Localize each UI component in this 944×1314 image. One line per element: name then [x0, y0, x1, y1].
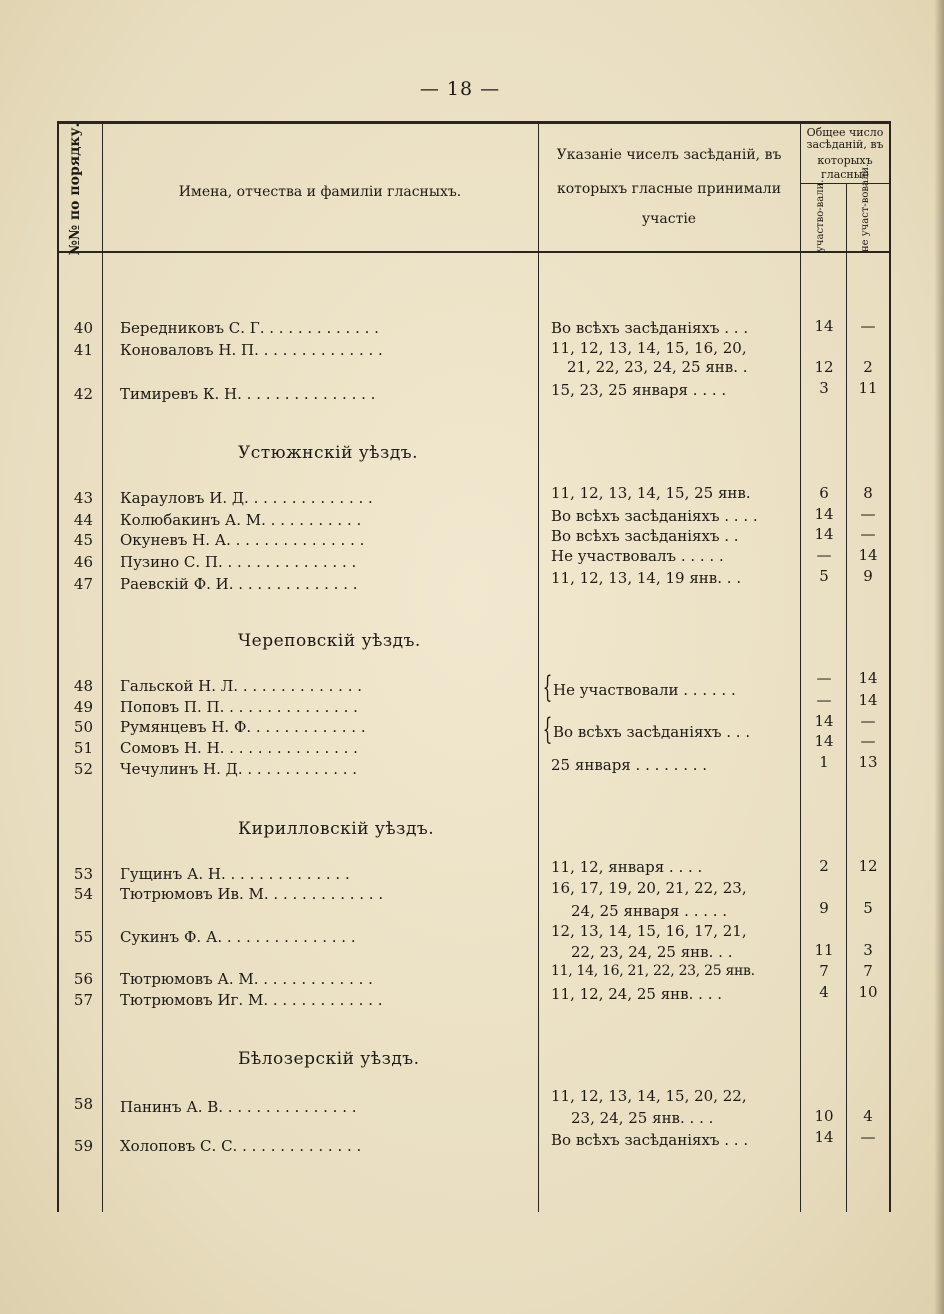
member-name: Румянцевъ Н. Ф. . . . . . . . . . . . .: [120, 718, 366, 736]
not-participated-count: —: [860, 525, 876, 543]
not-participated-count: 4: [863, 1107, 873, 1125]
header-number-col: №№ по порядку.: [67, 122, 83, 256]
meeting-dates: 11, 12, 13, 14, 15, 25 янв.: [551, 484, 751, 502]
meeting-dates: 11, 12, 24, 25 янв. . . .: [551, 985, 723, 1003]
row-number: 41: [73, 341, 93, 359]
not-participated-count: —: [860, 317, 876, 335]
table-top-rule: [57, 121, 891, 124]
meeting-dates: 16, 17, 19, 20, 21, 22, 23,: [551, 879, 747, 897]
header-not-participated: не участ-вовали.: [860, 163, 871, 252]
header-total-line-3: которыхъ: [817, 154, 873, 167]
group-dates: Не участвовали . . . . . .: [553, 681, 736, 699]
row-number: 55: [73, 928, 93, 946]
row-number: 49: [73, 698, 93, 716]
meeting-dates: Не участвовалъ . . . . .: [551, 547, 724, 565]
meeting-dates: 11, 12, 13, 14, 19 янв. . .: [551, 569, 742, 587]
participated-count: —: [816, 546, 832, 564]
group-brace: {: [542, 670, 553, 705]
header-total-line-1: Общее число: [806, 126, 884, 139]
col-rule-4: [846, 184, 847, 1212]
member-name: Гущинъ А. Н. . . . . . . . . . . . . .: [120, 865, 350, 883]
header-bottom-rule: [57, 251, 891, 253]
member-name: Карауловъ И. Д. . . . . . . . . . . . . .: [120, 489, 373, 507]
participated-count: 11: [814, 941, 834, 959]
row-number: 46: [73, 553, 93, 571]
col-rule-left: [57, 122, 59, 1212]
member-name: Тютрюмовъ Иг. М. . . . . . . . . . . . .: [120, 991, 383, 1009]
meeting-dates: Во всѣхъ засѣданіяхъ . .: [551, 527, 739, 545]
participated-count: 14: [814, 505, 834, 523]
not-participated-count: 8: [863, 484, 873, 502]
not-participated-count: —: [860, 505, 876, 523]
member-name: Раевскій Ф. И. . . . . . . . . . . . . .: [120, 575, 358, 593]
member-name: Окуневъ Н. А. . . . . . . . . . . . . . .: [120, 531, 365, 549]
meeting-dates: Во всѣхъ засѣданіяхъ . . .: [551, 1131, 749, 1149]
not-participated-count: 12: [858, 857, 878, 875]
participated-count: —: [816, 669, 832, 687]
header-dates-line-3: участіе: [641, 211, 697, 227]
member-name: Бередниковъ С. Г. . . . . . . . . . . . .: [120, 319, 379, 337]
member-name: Сукинъ Ф. А. . . . . . . . . . . . . . .: [120, 928, 356, 946]
not-participated-count: —: [860, 712, 876, 730]
row-number: 47: [73, 575, 93, 593]
member-name: Гальской Н. Л. . . . . . . . . . . . . .: [120, 677, 363, 695]
header-dates-line-2: которыхъ гласные принимали: [556, 181, 782, 197]
col-rule-right: [889, 122, 891, 1212]
not-participated-count: 14: [858, 691, 878, 709]
col-rule-2: [538, 122, 539, 1212]
meeting-dates: 11, 14, 16, 21, 22, 23, 25 янв.: [551, 963, 755, 979]
participated-count: 2: [819, 857, 829, 875]
row-number: 59: [73, 1137, 93, 1155]
meeting-dates: Во всѣхъ засѣданіяхъ . . . .: [551, 507, 758, 525]
participated-count: 1: [819, 753, 829, 771]
not-participated-count: —: [860, 1128, 876, 1146]
meeting-dates: 24, 25 января . . . . .: [571, 902, 728, 920]
participated-count: 10: [814, 1107, 834, 1125]
row-number: 56: [73, 970, 93, 988]
member-name: Чечулинъ Н. Д. . . . . . . . . . . . .: [120, 760, 358, 778]
participated-count: 9: [819, 899, 829, 917]
member-name: Пузино С. П. . . . . . . . . . . . . . .: [120, 553, 357, 571]
group-brace: {: [542, 712, 553, 747]
participated-count: 14: [814, 712, 834, 730]
participated-count: 5: [819, 567, 829, 585]
member-name: Колюбакинъ А. М. . . . . . . . . . .: [120, 511, 362, 529]
member-name: Холоповъ С. С. . . . . . . . . . . . . .: [120, 1137, 362, 1155]
meeting-dates: Во всѣхъ засѣданіяхъ . . .: [551, 319, 749, 337]
member-name: Тютрюмовъ А. М. . . . . . . . . . . . .: [120, 970, 373, 988]
row-number: 43: [73, 489, 93, 507]
header-total-line-2: засѣданій, въ: [806, 138, 884, 151]
not-participated-count: 13: [858, 753, 878, 771]
meeting-dates: 21, 22, 23, 24, 25 янв. .: [567, 358, 748, 376]
participated-count: 4: [819, 983, 829, 1001]
not-participated-count: 3: [863, 941, 873, 959]
meeting-dates: 15, 23, 25 января . . . .: [551, 381, 727, 399]
member-name: Тютрюмовъ Ив. М. . . . . . . . . . . . .: [120, 885, 384, 903]
row-number: 57: [73, 991, 93, 1009]
not-participated-count: 2: [863, 358, 873, 376]
row-number: 58: [73, 1095, 93, 1113]
district-heading: Череповскій уѣздъ.: [238, 631, 421, 651]
member-name: Панинъ А. В. . . . . . . . . . . . . . .: [120, 1098, 357, 1116]
row-number: 42: [73, 385, 93, 403]
participated-count: 3: [819, 379, 829, 397]
row-number: 53: [73, 865, 93, 883]
not-participated-count: 9: [863, 567, 873, 585]
member-name: Поповъ П. П. . . . . . . . . . . . . . .: [120, 698, 358, 716]
row-number: 40: [73, 319, 93, 337]
header-names-col: Имена, отчества и фамиліи гласныхъ.: [178, 184, 462, 200]
total-subheader-rule: [800, 183, 890, 184]
participated-count: —: [816, 691, 832, 709]
participated-count: 14: [814, 1128, 834, 1146]
meeting-dates: 23, 24, 25 янв. . . .: [571, 1109, 714, 1127]
district-heading: Устюжнскій уѣздъ.: [238, 443, 419, 463]
meeting-dates: 11, 12, 13, 14, 15, 16, 20,: [551, 339, 747, 357]
meeting-dates: 11, 12, 13, 14, 15, 20, 22,: [551, 1087, 747, 1105]
participated-count: 14: [814, 525, 834, 543]
not-participated-count: 5: [863, 899, 873, 917]
not-participated-count: 14: [858, 546, 878, 564]
not-participated-count: 14: [858, 669, 878, 687]
participated-count: 14: [814, 732, 834, 750]
member-name: Коноваловъ Н. П. . . . . . . . . . . . . .: [120, 341, 383, 359]
row-number: 45: [73, 531, 93, 549]
page-edge-shadow: [934, 0, 944, 1314]
meeting-dates: 11, 12, января . . . .: [551, 858, 703, 876]
row-number: 50: [73, 718, 93, 736]
not-participated-count: 7: [863, 962, 873, 980]
participated-count: 14: [814, 317, 834, 335]
participated-count: 6: [819, 484, 829, 502]
not-participated-count: 10: [858, 983, 878, 1001]
row-number: 54: [73, 885, 93, 903]
meeting-dates: 22, 23, 24, 25 янв. . .: [571, 943, 733, 961]
col-rule-1: [102, 122, 103, 1212]
page-number: — 18 —: [419, 78, 501, 100]
meeting-dates: 12, 13, 14, 15, 16, 17, 21,: [551, 922, 747, 940]
header-participated: участво-вали.: [815, 179, 826, 252]
not-participated-count: 11: [858, 379, 878, 397]
district-heading: Бѣлозерскій уѣздъ.: [238, 1049, 420, 1069]
col-rule-3: [800, 122, 801, 1212]
row-number: 44: [73, 511, 93, 529]
participated-count: 12: [814, 358, 834, 376]
row-number: 52: [73, 760, 93, 778]
district-heading: Кирилловскій уѣздъ.: [238, 819, 435, 839]
row-number: 51: [73, 739, 93, 757]
header-total-line-4: гласные: [820, 168, 870, 181]
header-dates-line-1: Указаніе чиселъ засѣданій, въ: [556, 147, 782, 163]
group-dates: Во всѣхъ засѣданіяхъ . . .: [553, 723, 751, 741]
member-name: Тимиревъ К. Н. . . . . . . . . . . . . . .: [120, 385, 376, 403]
participated-count: 7: [819, 962, 829, 980]
not-participated-count: —: [860, 732, 876, 750]
member-name: Сомовъ Н. Н. . . . . . . . . . . . . . .: [120, 739, 358, 757]
meeting-dates: 25 января . . . . . . . .: [551, 756, 708, 774]
row-number: 48: [73, 677, 93, 695]
